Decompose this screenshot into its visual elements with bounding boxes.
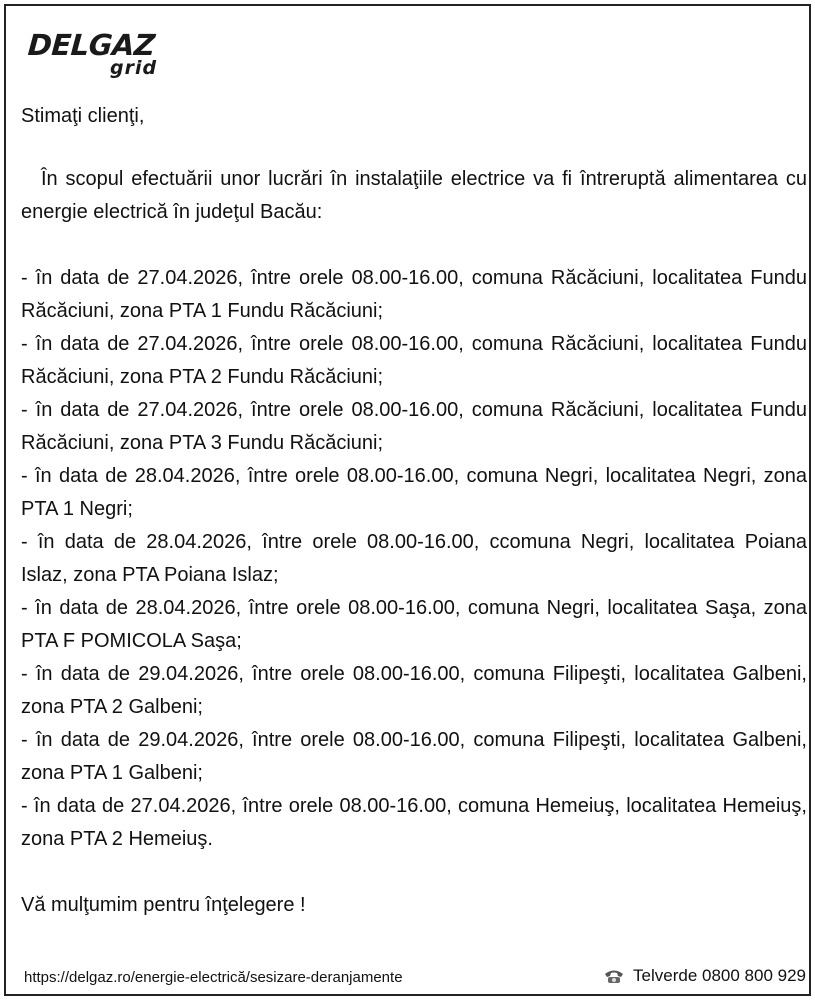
interruption-item: - în data de 27.04.2026, între orele 08.00-16.00, comuna Răcăciuni, localitatea Fundu Răcăciuni, zona PTA 2 Fundu Răcăciuni; [21,333,807,388]
intro-paragraph: În scopul efectuării unor lucrări în instalaţiile electrice va fi întreruptă alimentarea cu energie electrică în judeţul Bacău: [21,168,807,223]
interruption-item: - în data de 28.04.2026, între orele 08.00-16.00, comuna Negri, localitatea Saşa, zona PTA F POMICOLA Saşa; [21,597,807,652]
interruption-item: - în data de 29.04.2026, între orele 08.00-16.00, comuna Filipeşti, localitatea Galbeni, zona PTA 1 Galbeni; [21,729,807,784]
interruption-item: - în data de 27.04.2026, între orele 08.00-16.00, comuna Răcăciuni, localitatea Fundu Răcăciuni, zona PTA 3 Fundu Răcăciuni; [21,399,807,454]
notice-frame [4,4,811,996]
interruption-item: - în data de 28.04.2026, între orele 08.00-16.00, comuna Negri, localitatea Negri, zona PTA 1 Negri; [21,465,807,520]
interruption-list [21,262,807,856]
logo-sub-text: grid [110,57,158,79]
logo-main-text: DELGAZ [26,28,156,62]
interruption-item: - în data de 27.04.2026, între orele 08.00-16.00, comuna Răcăciuni, localitatea Fundu Răcăciuni, zona PTA 1 Fundu Răcăciuni; [21,267,807,322]
phone-contact [603,966,806,986]
footer [24,966,806,992]
thanks-line: Vă mulţumim pentru înţelegere ! [21,894,306,916]
greeting: Stimaţi clienţi, [21,105,145,127]
interruption-item: - în data de 27.04.2026, între orele 08.00-16.00, comuna Hemeiuş, localitatea Hemeiuş, zona PTA 2 Hemeiuş. [21,795,807,850]
telephone-icon [603,968,625,984]
delgaz-grid-logo [26,28,176,82]
interruption-item: - în data de 28.04.2026, între orele 08.00-16.00, ccomuna Negri, localitatea Poiana Islaz, zona PTA Poiana Islaz; [21,531,807,586]
interruption-item: - în data de 29.04.2026, între orele 08.00-16.00, comuna Filipeşti, localitatea Galbeni, zona PTA 2 Galbeni; [21,663,807,718]
report-url-link[interactable]: https://delgaz.ro/energie-electrică/sesizare-deranjamente [24,969,403,986]
notice-body [21,100,807,922]
phone-number[interactable]: Telverde 0800 800 929 [633,966,806,985]
